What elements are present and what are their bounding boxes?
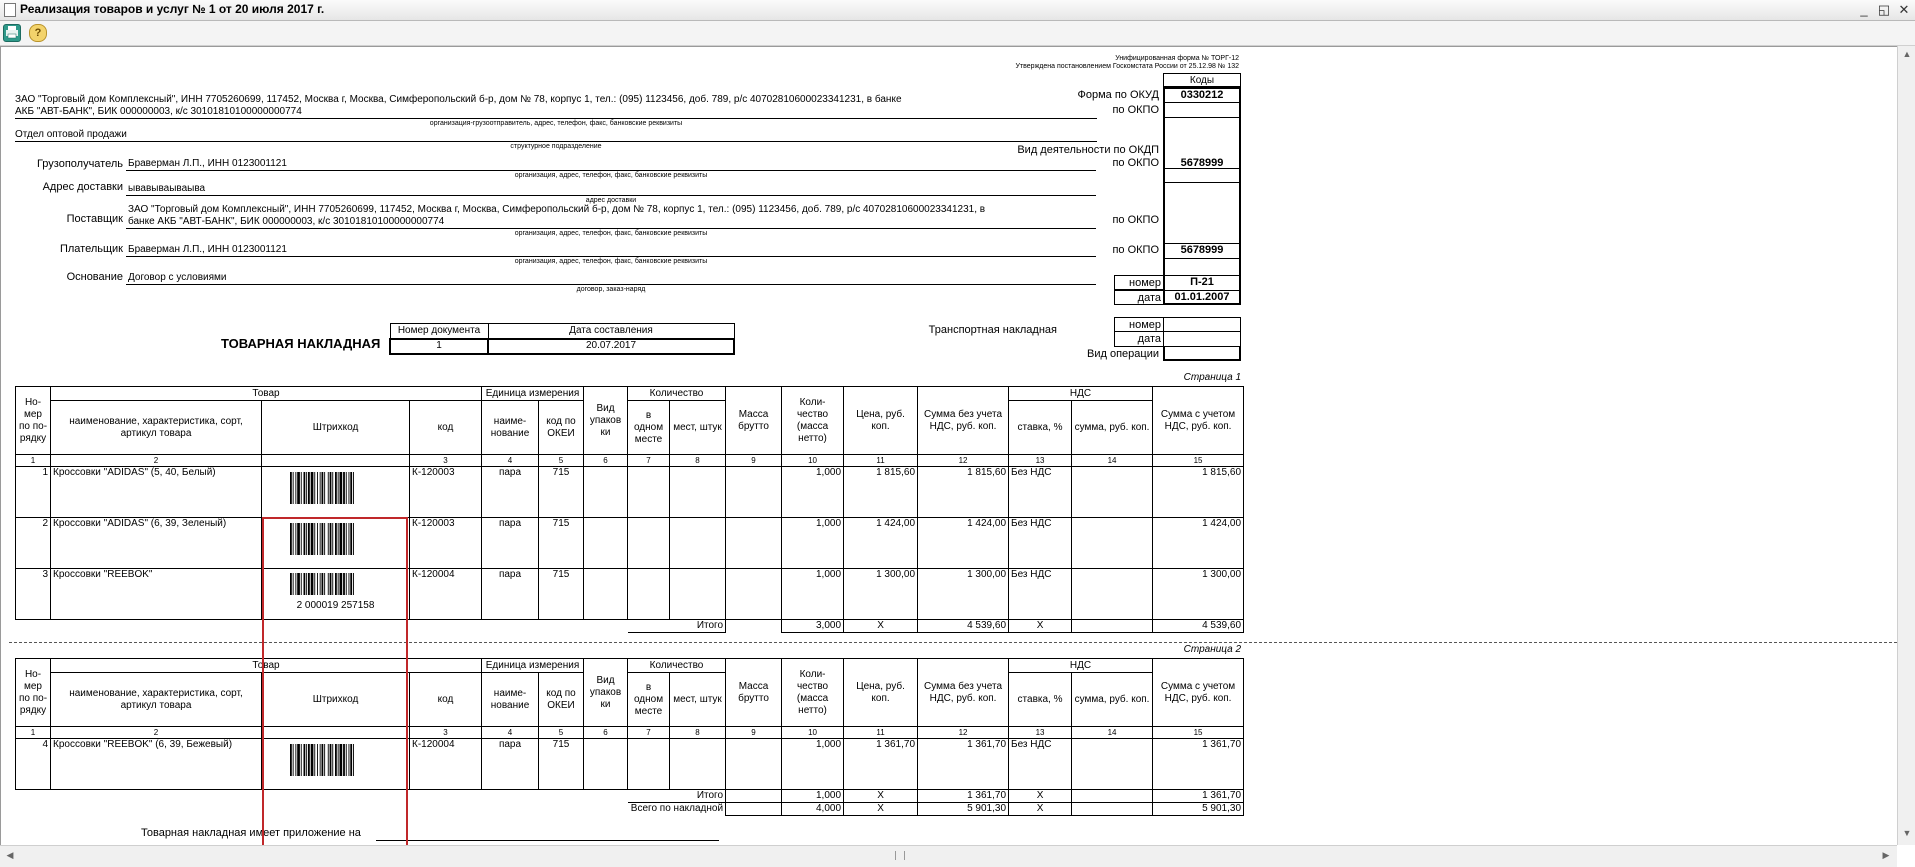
close-button[interactable]: ✕ (1898, 2, 1910, 17)
column-index: 12 (918, 727, 1009, 739)
vat-rate: Без НДС (1009, 569, 1072, 620)
scroll-left-icon[interactable]: ◀ (6, 850, 14, 860)
consignee-label: Грузополучатель (36, 158, 123, 170)
hdr-sum-vat: Сумма с учетом НДС, руб. коп. (1153, 387, 1244, 455)
sum-with-vat: 1 815,60 (1153, 467, 1244, 518)
transport-date-cell (1163, 331, 1241, 347)
page-2-label: Страница 2 (1183, 644, 1241, 655)
rows-page2 (16, 739, 1244, 790)
rows-page1 (16, 467, 1244, 620)
okei-code: 715 (539, 518, 584, 569)
sum-with-vat: 1 361,70 (1153, 739, 1244, 790)
basis-value: Договор с условиями (128, 272, 227, 283)
okud-label: Форма по ОКУД (1077, 89, 1159, 101)
row-number: 1 (16, 467, 51, 518)
horizontal-scrollbar[interactable] (0, 845, 1897, 867)
shipper-org-line1: ЗАО "Торговый дом Комплексный", ИНН 7705260699, 117452, Москва г, Москва, Симферопольский б-р, дом № 78, корпус 1, тел.: (095) 1123456, доб. 789, р/с 40702810600023341231, в банке (15, 94, 902, 105)
itog-row-page2: Итого 1,000 X 1 361,70 X 1 361,70 (16, 790, 1244, 803)
table-row (16, 569, 1244, 620)
goods-name: Кроссовки "ADIDAS" (5, 40, Белый) (51, 467, 262, 518)
goods-code: К-120004 (410, 569, 482, 620)
codes-box (1163, 87, 1241, 305)
transport-number-cell (1163, 317, 1241, 332)
column-index: 5 (539, 727, 584, 739)
doc-number-table (389, 323, 735, 355)
barcode-cell (262, 467, 410, 518)
shipper-org-line2: АКБ "АВТ-БАНК", БИК 000000003, к/с 30101810100000000774 (15, 106, 302, 117)
document-icon (4, 3, 16, 17)
printer-icon[interactable] (3, 24, 21, 42)
quantity: 1,000 (782, 467, 844, 518)
consignee-value: Браверман Л.П., ИНН 0123001121 (128, 158, 287, 169)
column-index: 15 (1153, 727, 1244, 739)
column-index: 13 (1009, 455, 1072, 467)
column-index: 9 (726, 727, 782, 739)
column-index: 6 (584, 455, 628, 467)
column-index: 3 (410, 727, 482, 739)
column-index: 1 (16, 727, 51, 739)
minimize-button[interactable]: _ (1860, 2, 1868, 17)
payer-label: Плательщик (59, 243, 123, 255)
hdr-qty: Количество (628, 387, 726, 401)
basis-date: 01.01.2007 (1174, 291, 1230, 303)
column-index: 9 (726, 455, 782, 467)
payer-okpo-value: 5678999 (1180, 244, 1224, 256)
unit-name: пара (482, 739, 539, 790)
column-index: 11 (844, 455, 918, 467)
row-number: 3 (16, 569, 51, 620)
hdr-gross: Масса брутто (726, 387, 782, 455)
delivery-value: ывавываываыва (128, 183, 206, 194)
row-number: 2 (16, 518, 51, 569)
table-row (16, 467, 1244, 518)
basis-caption: договор, заказ-наряд (576, 286, 646, 293)
supplier-caption: организация, адрес, телефон, факс, банковские реквизиты (514, 230, 708, 237)
division-caption: структурное подразделение (510, 143, 602, 150)
column-index: 3 (410, 455, 482, 467)
vat-rate: Без НДС (1009, 739, 1072, 790)
scroll-right-icon[interactable]: ▶ (1882, 850, 1890, 860)
goods-name: Кроссовки "REEBOK" (51, 569, 262, 620)
toolbar (0, 21, 1915, 46)
docnum-header: Номер документа (390, 324, 488, 339)
column-index: 6 (584, 727, 628, 739)
hdr-pack: Вид упаков ки (584, 387, 628, 455)
basis-number: П-21 (1190, 276, 1214, 288)
barcode-highlight (262, 517, 408, 846)
payer-value: Браверман Л.П., ИНН 0123001121 (128, 244, 287, 255)
payer-okpo-label: по ОКПО (1112, 244, 1159, 256)
payer-caption: организация, адрес, телефон, факс, банковские реквизиты (514, 258, 708, 265)
column-index-row (16, 455, 1244, 467)
hdr-vat-sum: сумма, руб. коп. (1072, 401, 1153, 455)
goods-table-page1 (15, 386, 1244, 633)
quantity: 1,000 (782, 518, 844, 569)
column-index: 14 (1072, 455, 1153, 467)
hdr-price: Цена, руб. коп. (844, 387, 918, 455)
basis-label: Основание (66, 271, 123, 283)
column-index: 15 (1153, 455, 1244, 467)
hdr-okei: код по ОКЕИ (539, 401, 584, 455)
restore-button[interactable]: ◱ (1877, 2, 1891, 17)
supplier-line1: ЗАО "Торговый дом Комплексный", ИНН 7705260699, 117452, Москва г, Москва, Симферопольский б-р, дом № 78, корпус 1, тел.: (095) 1123456, доб. 789, р/с 40702810600023341231, в (128, 204, 986, 215)
column-index: 4 (482, 455, 539, 467)
column-index: 13 (1009, 727, 1072, 739)
column-index: 7 (628, 455, 670, 467)
column-index: 4 (482, 727, 539, 739)
grand-total-row: Всего по накладной 4,000 X 5 901,30 X 5 901,30 (16, 803, 1244, 816)
table-row (16, 739, 1244, 790)
consignee-okpo-label: по ОКПО (1112, 157, 1159, 169)
column-index: 14 (1072, 727, 1153, 739)
hdr-places: мест, штук (670, 401, 726, 455)
hdr-goods-name: наименование, характеристика, сорт, артикул товара (51, 401, 262, 455)
goods-code: К-120003 (410, 518, 482, 569)
hdr-net: Коли-чество (масса нетто) (782, 387, 844, 455)
hdr-in-one: в одном месте (628, 401, 670, 455)
delivery-label: Адрес доставки (42, 181, 123, 193)
transport-number-label-cell: номер (1114, 317, 1164, 332)
consignee-caption: организация, адрес, телефон, факс, банковские реквизиты (514, 172, 708, 179)
sum-with-vat: 1 424,00 (1153, 518, 1244, 569)
operation-cell (1163, 346, 1241, 361)
vat-rate: Без НДС (1009, 467, 1072, 518)
sum-with-vat: 1 300,00 (1153, 569, 1244, 620)
goods-name: Кроссовки "ADIDAS" (6, 39, Зеленый) (51, 518, 262, 569)
window-title: Реализация товаров и услуг № 1 от 20 июля 2017 г. (20, 2, 325, 16)
column-index: 11 (844, 727, 918, 739)
hdr-goods: Товар (51, 387, 482, 401)
docdate-header: Дата составления (488, 324, 734, 339)
delivery-caption: адрес доставки (585, 197, 637, 204)
document-sheet (0, 46, 1898, 846)
window-titlebar (0, 0, 1915, 21)
column-index: 1 (16, 455, 51, 467)
okei-code: 715 (539, 739, 584, 790)
hdr-num: Но-мер по по-рядку (16, 387, 51, 455)
hdr-sum-no-vat: Сумма без учета НДС, руб. коп. (918, 387, 1009, 455)
sum-no-vat: 1 361,70 (918, 739, 1009, 790)
okpo-label: по ОКПО (1112, 104, 1159, 116)
hdr-barcode: Штрихкод (262, 401, 410, 455)
scroll-thumb[interactable] (895, 851, 905, 860)
unit-name: пара (482, 518, 539, 569)
docnum-value: 1 (390, 339, 488, 354)
okdp-label: Вид деятельности по ОКДП (1017, 144, 1159, 156)
hdr-vat: НДС (1009, 387, 1153, 401)
goods-code: К-120004 (410, 739, 482, 790)
operation-label: Вид операции (1087, 348, 1159, 360)
barcode-icon (288, 471, 384, 505)
scroll-down-icon[interactable]: ▼ (1902, 828, 1912, 838)
okei-code: 715 (539, 467, 584, 518)
page-1-label: Страница 1 (1183, 372, 1241, 383)
row-number: 4 (16, 739, 51, 790)
price: 1 361,70 (844, 739, 918, 790)
hdr-unit-name: наиме-нование (482, 401, 539, 455)
table-row (16, 518, 1244, 569)
hdr-unit: Единица измерения (482, 387, 584, 401)
vat-rate: Без НДС (1009, 518, 1072, 569)
column-index: 2 (51, 727, 262, 739)
codes-header: Коды (1163, 73, 1241, 87)
number-label-cell: номер (1114, 275, 1164, 290)
supplier-line2: банке АКБ "АВТ-БАНК", БИК 000000003, к/с 30101810100000000774 (128, 216, 445, 227)
transport-date-label-cell: дата (1114, 331, 1164, 347)
column-index: 10 (782, 727, 844, 739)
goods-name: Кроссовки "REEBOK" (6, 39, Бежевый) (51, 739, 262, 790)
column-index: 7 (628, 727, 670, 739)
shipper-caption: организация-грузоотправитель, адрес, телефон, факс, банковские реквизиты (429, 120, 683, 127)
column-index: 2 (51, 455, 262, 467)
itog-row-page1: Итого 3,000 X 4 539,60 X 4 539,60 (16, 620, 1244, 633)
column-index (262, 455, 410, 467)
column-index-row (16, 727, 1244, 739)
division: Отдел оптовой продажи (15, 129, 127, 140)
unit-name: пара (482, 467, 539, 518)
sum-no-vat: 1 424,00 (918, 518, 1009, 569)
scroll-up-icon[interactable]: ▲ (1902, 49, 1912, 59)
date-label-cell: дата (1114, 290, 1164, 305)
price: 1 424,00 (844, 518, 918, 569)
document-title: ТОВАРНАЯ НАКЛАДНАЯ (221, 336, 381, 351)
column-index: 8 (670, 455, 726, 467)
okei-code: 715 (539, 569, 584, 620)
docdate-value: 20.07.2017 (488, 339, 734, 354)
attachment-label: Товарная накладная имеет приложение на (141, 827, 361, 839)
vertical-scrollbar[interactable] (1897, 46, 1915, 845)
okud-value: 0330212 (1180, 89, 1224, 101)
transport-label: Транспортная накладная (928, 324, 1057, 336)
column-index: 5 (539, 455, 584, 467)
help-icon[interactable]: ? (29, 24, 47, 42)
consignee-okpo-value: 5678999 (1180, 157, 1224, 169)
goods-table-page2: Но-мер по по-рядку Товар Единица измерения Вид упаков ки Количество Масса брутто Коли-чество (масса нетто) Цена, руб. коп. Сумма без учета НДС, руб. коп. НДС Сумма с учетом НДС, руб. коп. наименование, характеристика, сорт, артикул товара Штрихкод код наиме-нование код по ОКЕИ в одном месте мест, штук ставка, % сумма, руб. коп. 1 2 3 4 5 6 7 8 9 10 11 12 13 14 15 4 Кроссовки "REEBOK" (6, 39, Бежевый) К-120004 пара 715 1,000 1 361,70 1 361,70 Без НДС 1 361,70 Итого 1,000 X 1 361,70 X 1 361,70 Всего по накладной 4,000 X 5 901,30 X 5 901,30 (15, 658, 1244, 816)
price: 1 815,60 (844, 467, 918, 518)
quantity: 1,000 (782, 569, 844, 620)
quantity: 1,000 (782, 739, 844, 790)
price: 1 300,00 (844, 569, 918, 620)
goods-code: К-120003 (410, 467, 482, 518)
form-approval-note: Утверждена постановлением Госкомстата России от 25.12.98 № 132 (1015, 63, 1239, 70)
sum-no-vat: 1 815,60 (918, 467, 1009, 518)
unit-name: пара (482, 569, 539, 620)
column-index: 8 (670, 727, 726, 739)
column-index: 10 (782, 455, 844, 467)
supplier-okpo-label: по ОКПО (1112, 214, 1159, 226)
sum-no-vat: 1 300,00 (918, 569, 1009, 620)
barcode-number: 2 000019 257158 (296, 600, 375, 611)
supplier-label: Поставщик (66, 213, 123, 225)
hdr-code: код (410, 401, 482, 455)
form-note: Унифицированная форма № ТОРГ-12 (1115, 55, 1239, 62)
hdr-vat-rate: ставка, % (1009, 401, 1072, 455)
column-index: 12 (918, 455, 1009, 467)
